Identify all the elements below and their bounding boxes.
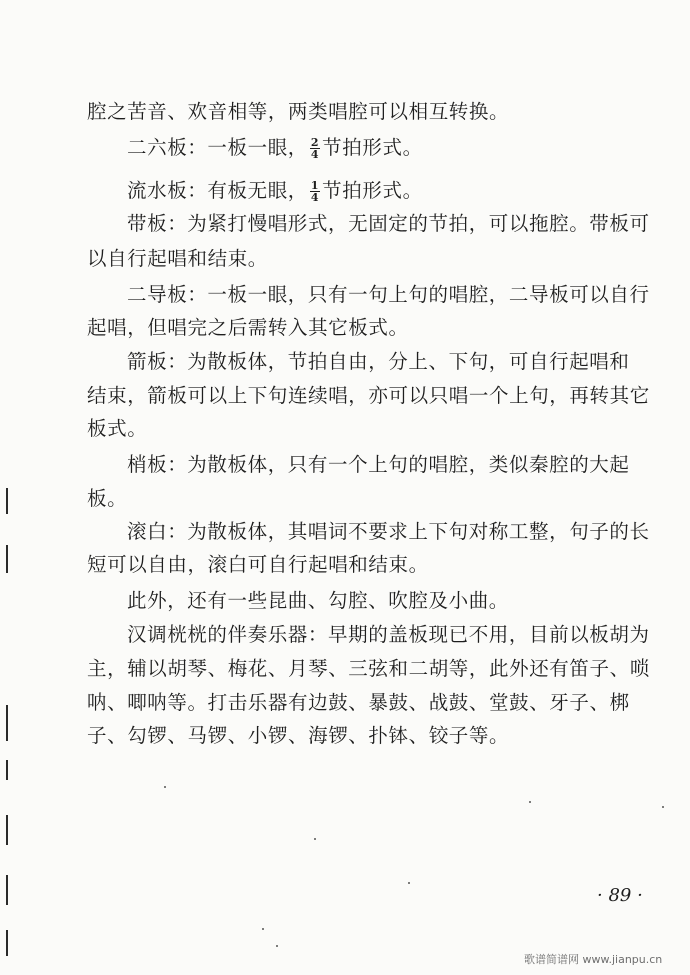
text-line-banzou-1: 汉调桄桄的伴奏乐器：早期的盖板现已不用，目前以板胡为 [127, 623, 650, 646]
text-line-gunbai-1: 滚白：为散板体，其唱词不要求上下句对称工整，句子的长 [127, 520, 650, 543]
text-line-ciwai: 此外，还有一些昆曲、勾腔、吹腔及小曲。 [127, 589, 509, 612]
text-line-banzou-3: 呐、唧呐等。打击乐器有边鼓、暴鼓、战鼓、堂鼓、牙子、梆 [87, 691, 630, 714]
text-line-banzou-2: 主，辅以胡琴、梅花、月琴、三弦和二胡等，此外还有笛子、唢 [87, 657, 650, 680]
liushui-fraction-denominator: 4 [310, 191, 320, 204]
page-number: · 89 · [597, 885, 643, 906]
scan-speck [276, 945, 278, 947]
text-line-erliu [127, 137, 423, 160]
text-line-banzou-4: 子、勾锣、马锣、小锣、海锣、扑钵、铰子等。 [87, 724, 510, 747]
erliu-fraction-numerator: 2 [310, 136, 320, 149]
text-line-erdao-1: 二导板：一板一眼，只有一句上句的唱腔，二导板可以自行 [127, 283, 650, 306]
text-line-erdao-2: 起唱，但唱完之后需转入其它板式。 [87, 316, 409, 339]
liushui-fraction-numerator: 1 [310, 179, 320, 192]
scan-mark [6, 705, 8, 741]
erliu-fraction [310, 137, 320, 160]
text-line-shaoban-1: 梢板：为散板体，只有一个上句的唱腔，类似秦腔的大起 [127, 453, 630, 476]
text-line-jianban-1: 箭板：为散板体，节拍自由，分上、下句，可自行起唱和 [127, 350, 630, 373]
scan-mark [6, 815, 8, 845]
text-line-daiban-1: 带板：为紧打慢唱形式，无固定的节拍，可以拖腔。带板可 [127, 212, 650, 235]
erliu-text: 二六板：一板一眼， [127, 136, 308, 159]
text-line-jianban-2: 结束，箭板可以上下句连续唱，亦可以只唱一个上句，再转其它 [87, 384, 650, 407]
text-line-shaoban-2: 板。 [87, 487, 128, 510]
liushui-suffix: 节拍形式。 [322, 179, 423, 202]
liushui-text: 流水板：有板无眼， [127, 179, 308, 202]
scan-speck [164, 786, 166, 788]
scan-mark [6, 545, 8, 573]
scan-mark [6, 875, 8, 905]
text-line-daiban-2: 以自行起唱和结束。 [87, 247, 268, 270]
scan-speck [529, 801, 531, 803]
scan-mark [6, 488, 8, 514]
site-watermark: 歌谱简谱网 www.jianpu.cn [524, 953, 663, 966]
text-line-gunbai-2: 短可以自由，滚白可自行起唱和结束。 [87, 553, 429, 576]
scan-mark [6, 930, 8, 956]
scan-speck [262, 928, 264, 930]
scan-speck [314, 838, 316, 840]
scan-speck [408, 882, 410, 884]
text-line-liushui [127, 180, 423, 203]
text-line-1: 腔之苦音、欢音相等，两类唱腔可以相互转换。 [87, 100, 510, 123]
erliu-fraction-denominator: 4 [310, 148, 320, 161]
scan-speck [662, 806, 664, 808]
scan-mark [6, 760, 8, 780]
text-line-jianban-3: 板式。 [87, 417, 148, 440]
liushui-fraction [310, 180, 320, 203]
erliu-suffix: 节拍形式。 [322, 136, 423, 159]
